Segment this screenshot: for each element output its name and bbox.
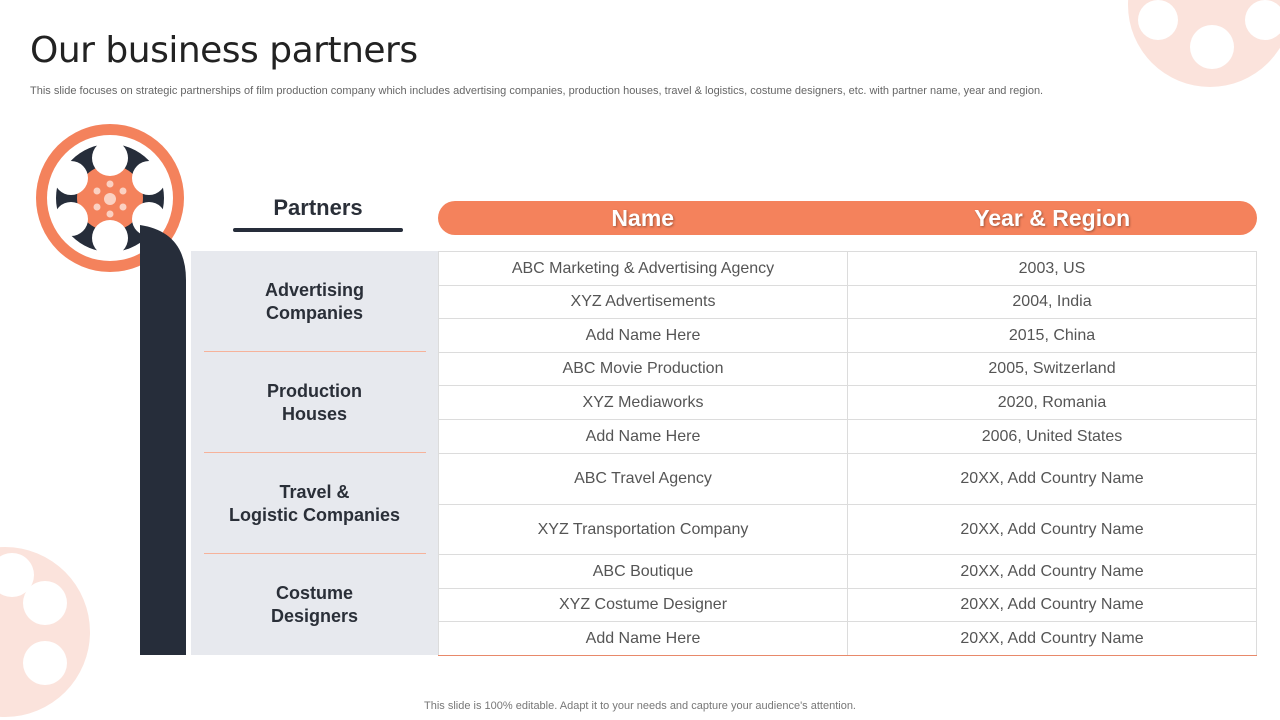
film-strip-tail: [140, 225, 186, 655]
column-header-name: Name: [611, 204, 675, 231]
footer-note: This slide is 100% editable. Adapt it to your needs and capture your audience's attention.: [424, 700, 856, 712]
cell-year-region: 20XX, Add Country Name: [848, 622, 1257, 655]
category-advertising: Advertising Companies: [264, 279, 365, 323]
table-row: [438, 386, 1257, 420]
table-row: [438, 589, 1257, 622]
cell-name: XYZ Mediaworks: [438, 386, 848, 419]
category-costume: Costume Designers: [270, 582, 359, 626]
cell-year-region: 2015, China: [848, 319, 1257, 352]
partners-heading: Partners: [273, 195, 363, 220]
cell-year-region: 20XX, Add Country Name: [848, 555, 1257, 588]
page-subtitle: This slide focuses on strategic partnerships of film production company which includes advertising companies, production houses, travel & logistics, costume designers, etc. with partner name, year and region.: [30, 85, 1044, 97]
film-reel-icon: [30, 120, 190, 660]
category-production: Production Houses: [267, 380, 362, 424]
table-row: [438, 454, 1257, 505]
cell-year-region: 20XX, Add Country Name: [848, 454, 1257, 504]
partners-table: [438, 251, 1257, 656]
cell-year-region: 2020, Romania: [848, 386, 1257, 419]
cell-year-region: 2004, India: [848, 286, 1257, 318]
page-title: Our business partners: [30, 30, 418, 71]
table-row: [438, 353, 1257, 386]
cell-name: ABC Travel Agency: [438, 454, 848, 504]
partners-underline: [233, 228, 403, 232]
table-row: [438, 420, 1257, 454]
cell-name: XYZ Costume Designer: [438, 589, 848, 621]
cell-name: Add Name Here: [438, 622, 848, 655]
column-header-year-region: Year & Region: [974, 204, 1131, 231]
cell-name: ABC Boutique: [438, 555, 848, 588]
category-travel: Travel & Logistic Companies: [228, 481, 401, 525]
cell-year-region: 2003, US: [848, 252, 1257, 285]
table-row: [438, 555, 1257, 589]
table-row: [438, 252, 1257, 286]
cell-name: ABC Marketing & Advertising Agency: [438, 252, 848, 285]
table-header: [438, 201, 1257, 235]
cell-year-region: 20XX, Add Country Name: [848, 589, 1257, 621]
cell-name: Add Name Here: [438, 319, 848, 352]
faded-reel-top-right: [1110, 0, 1280, 90]
cell-name: Add Name Here: [438, 420, 848, 453]
cell-year-region: 2006, United States: [848, 420, 1257, 453]
cell-name: XYZ Transportation Company: [438, 505, 848, 554]
table-row: [438, 319, 1257, 353]
table-row: [438, 286, 1257, 319]
cell-year-region: 2005, Switzerland: [848, 353, 1257, 385]
cell-year-region: 20XX, Add Country Name: [848, 505, 1257, 554]
cell-name: ABC Movie Production: [438, 353, 848, 385]
cell-name: XYZ Advertisements: [438, 286, 848, 318]
table-row: [438, 622, 1257, 656]
table-row: [438, 505, 1257, 555]
